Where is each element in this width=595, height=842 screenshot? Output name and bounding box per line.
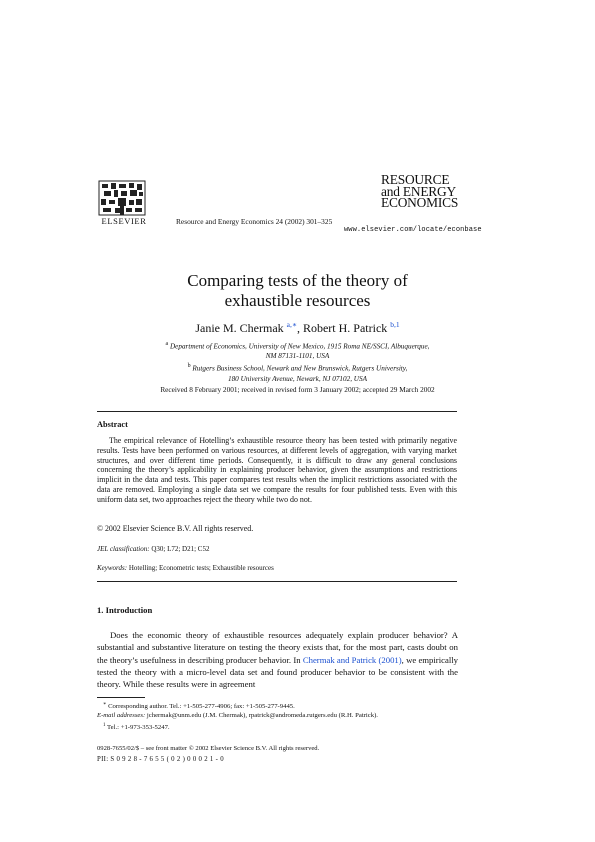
journal-logo xyxy=(381,174,457,209)
intro-text: Does the economic theory of exhaustible resources adequately explain producer behavior? A substantial and substantive literature on testing the theory exists that, for the most part, casts doubt on the theory’s usefulness in describing producer behavior. In xyxy=(97,630,458,665)
footnote-mark: ∗ xyxy=(103,702,107,707)
affiliations xyxy=(0,339,595,384)
article-title xyxy=(0,271,595,311)
affiliation-mark: a xyxy=(165,341,169,347)
affiliation-text: Rutgers Business School, Newark and New Brunswick, Rutgers University, xyxy=(192,364,408,373)
introduction-text xyxy=(97,629,458,690)
affiliation-text: Department of Economics, University of New Mexico, 1915 Roma NE/SSCI, Albuquerque, xyxy=(169,342,430,351)
journal-logo-line: and ENERGY xyxy=(381,183,456,199)
issn-line: 0928-7655/02/$ – see front matter © 2002 Elsevier Science B.V. All rights reserved. xyxy=(97,745,320,752)
keywords-value: Hotelling; Econometric tests; Exhaustible resources xyxy=(127,564,274,572)
keywords xyxy=(97,564,274,572)
citation-link[interactable]: Chermak and Patrick (2001) xyxy=(302,654,402,665)
footnote-telephone xyxy=(103,723,170,731)
affiliation-text: 180 University Avenue, Newark, NJ 07102, USA xyxy=(227,374,367,383)
footnote-corresponding xyxy=(103,701,295,710)
article-dates: Received 8 February 2001; received in revised form 3 January 2002; accepted 29 March 2002 xyxy=(160,385,435,394)
jel-label: JEL classification: xyxy=(97,545,150,553)
journal-logo-line: RESOURCE xyxy=(381,172,450,187)
abstract-heading: Abstract xyxy=(97,420,128,429)
journal-logo-line: ECONOMICS xyxy=(381,195,459,211)
affiliation-mark: b xyxy=(187,363,191,370)
author-name: Janie M. Chermak xyxy=(195,321,284,335)
footnote-emails xyxy=(97,712,378,719)
publisher-name: ELSEVIER xyxy=(101,216,147,226)
author-affiliation-link[interactable]: a,∗ xyxy=(286,320,297,329)
keywords-label: Keywords: xyxy=(97,564,128,572)
affiliation-text: NM 87131-1101, USA xyxy=(265,352,330,361)
footnote-divider xyxy=(97,697,145,698)
title-line: exhaustible resources xyxy=(224,291,371,310)
abstract-text xyxy=(97,436,457,505)
footnote-mark: 1 xyxy=(103,723,106,728)
footnote-text: Tel.: +1-973-353-5247. xyxy=(105,724,170,732)
author-affiliation-link[interactable]: b,1 xyxy=(390,320,400,329)
footnote-text: jchermak@unm.edu (J.M. Chermak), rpatrick@andromeda.rutgers.edu (R.H. Patrick). xyxy=(145,712,378,719)
author-separator: , xyxy=(296,321,303,335)
jel-value: Q30; L72; D21; C52 xyxy=(149,545,210,553)
section-heading-introduction: 1. Introduction xyxy=(97,605,153,615)
jel-classification xyxy=(97,545,209,553)
pii-line: PII: S 0 9 2 8 - 7 6 5 5 ( 0 2 ) 0 0 0 2 1 - 0 xyxy=(97,756,224,763)
abstract-paragraph: The empirical relevance of Hotelling’s exhaustible resource theory has been tested with primarily negative results. Tests have been performed on various resources, at different levels of aggregation, with varying market structures, and over different time periods. Consequently, it is difficult to draw any general conclusions concerning the theory’s applicability in explaining producer behavior, given the assumptions and restrictions implicit in the data and tests. This paper compares test results when the implicit restrictions associated with the data are removed. Employing a single data set we compare the results for four published tests. Even with this uniform data set, two approaches reject the theory while two do not. xyxy=(97,436,457,504)
divider xyxy=(97,581,457,582)
author-name: Robert H. Patrick xyxy=(302,321,388,335)
footnote-text: Corresponding author. Tel.: +1-505-277-4906; fax: +1-505-277-9445. xyxy=(106,703,295,711)
copyright-notice: © 2002 Elsevier Science B.V. All rights reserved. xyxy=(97,524,254,533)
divider xyxy=(97,411,457,412)
author-list xyxy=(0,320,595,336)
email-label: E-mail addresses: xyxy=(97,712,146,719)
journal-url: www.elsevier.com/locate/econbase xyxy=(344,226,482,234)
intro-text: , we empirically tested the theory with a micro-level data set and found producer behavior to be consistent with the theory. While these results were in agreement xyxy=(97,654,459,690)
title-line: Comparing tests of the theory of xyxy=(187,271,408,290)
journal-citation: Resource and Energy Economics 24 (2002) 301–325 xyxy=(176,217,333,226)
